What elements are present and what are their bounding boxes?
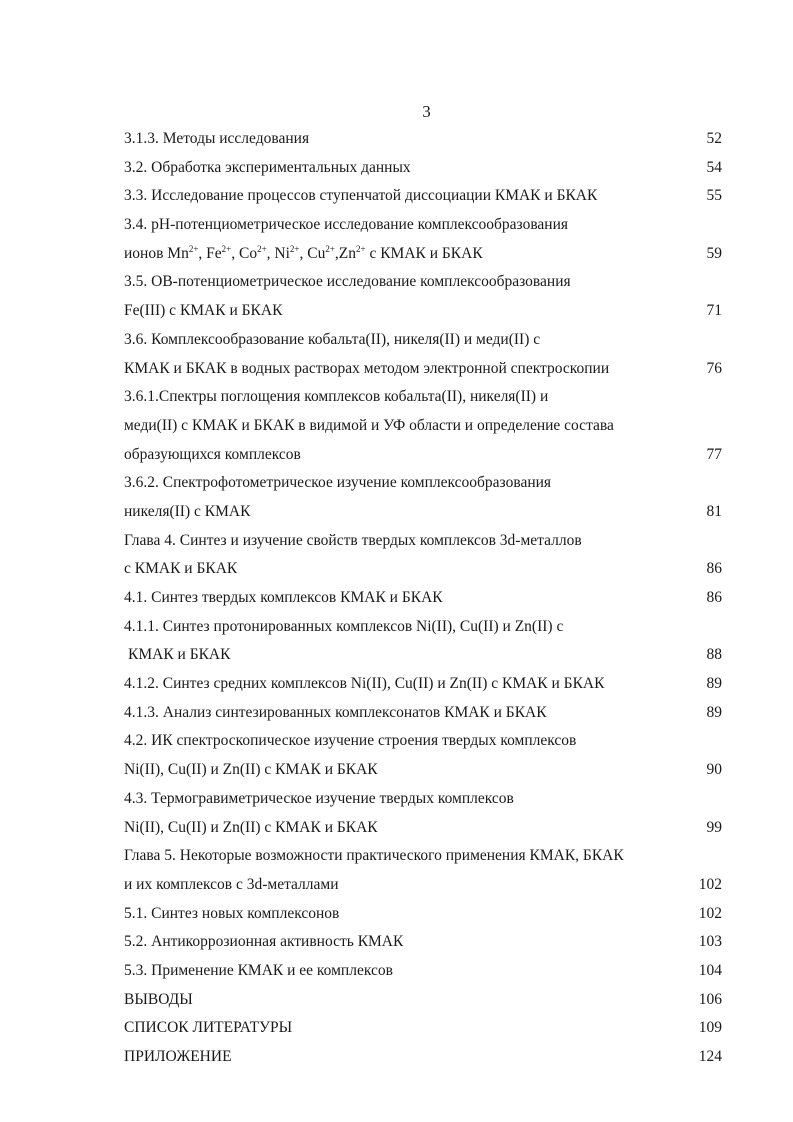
toc-entry-line — [0, 785, 793, 814]
toc-entry-line — [0, 297, 793, 326]
ion-charge: 2+ — [257, 243, 267, 254]
toc-entry — [0, 125, 793, 154]
toc-entry — [0, 699, 793, 728]
toc-entry-title: никеля(II) с КМАК — [124, 502, 251, 520]
ion-charge: 2+ — [325, 243, 335, 254]
ion-text: с КМАК и БКАК — [365, 244, 483, 262]
toc-entry-title: КМАК и БКАК в водных растворах методом электронной спектроскопии — [124, 359, 610, 377]
ion-charge: 2+ — [356, 243, 366, 254]
toc-entry-page: 55 — [706, 187, 722, 205]
toc-entry-page: 89 — [706, 675, 722, 693]
toc-entry-title: Ni(II), Cu(II) и Zn(II) с КМАК и БКАК — [124, 818, 378, 836]
toc-entry-page: 86 — [706, 560, 722, 578]
toc-entry-page: 71 — [706, 302, 722, 320]
toc-entry-page: 54 — [706, 158, 722, 176]
toc-entry-title: 4.2. ИК спектроскопическое изучение строения твердых комплексов — [124, 732, 577, 750]
toc-entry — [0, 670, 793, 699]
ion-charge: 2+ — [289, 243, 300, 254]
toc-entry-title: с КМАК и БКАК — [124, 560, 238, 578]
ion-text: , Fe — [198, 244, 222, 262]
toc-entry-title: 5.2. Антикоррозионная активность КМАК — [124, 933, 404, 951]
ion-text: , Ni — [266, 244, 290, 262]
toc-entry-title: и их комплексов с 3d-металлами — [124, 875, 339, 893]
toc-entry-title: 3.1.3. Методы исследования — [124, 130, 310, 147]
toc-entry-title: 5.3. Применение КМАК и ее комплексов — [124, 961, 393, 979]
toc-entry — [0, 1043, 793, 1072]
toc-entry-line — [0, 756, 793, 785]
toc-entry-title: 3.6. Комплексообразование кобальта(II), никеля(II) и меди(II) с — [124, 330, 541, 348]
toc-entry-line — [0, 842, 793, 871]
toc-entry-title: ВЫВОДЫ — [124, 990, 193, 1008]
toc-entry-line — [0, 240, 793, 269]
toc-entry-line — [0, 268, 793, 297]
toc-entry-page: 81 — [706, 502, 722, 520]
toc-entry — [0, 1014, 793, 1043]
toc-entry-line — [0, 727, 793, 756]
ion-charge: 2+ — [221, 243, 232, 254]
toc-entry-page: 52 — [706, 130, 722, 147]
toc-entry-title: 4.1.3. Анализ синтезированных комплексонатов КМАК и БКАК — [124, 703, 547, 721]
toc-entry — [0, 986, 793, 1015]
toc-entry-title: ПРИЛОЖЕНИЕ — [124, 1048, 232, 1065]
ion-text: ионов Mn — [124, 244, 189, 262]
toc-entry-page: 109 — [698, 1019, 722, 1037]
toc-entry-line — [0, 469, 793, 498]
toc-entry-title: Fe(III) с КМАК и БКАК — [124, 302, 283, 320]
toc-entry — [0, 182, 793, 211]
page-number: 3 — [422, 102, 431, 121]
toc-entry-title: 3.6.1.Спектры поглощения комплексов кобальта(II), никеля(II) и — [124, 388, 549, 406]
toc-entry-line — [0, 814, 793, 843]
toc-entry — [0, 928, 793, 957]
toc-entry-line — [0, 871, 793, 900]
toc-entry-page: 88 — [706, 646, 722, 664]
toc-entry-page: 102 — [698, 904, 722, 922]
toc-entry-page: 76 — [706, 359, 722, 377]
ion-text: ,Zn — [334, 244, 356, 262]
toc-entry-line — [0, 527, 793, 556]
table-of-contents — [0, 125, 793, 1072]
toc-entry-page: 59 — [706, 244, 722, 262]
toc-entry — [0, 584, 793, 613]
ion-text: , Co — [231, 244, 258, 262]
toc-entry-line — [0, 498, 793, 527]
toc-entry-line — [0, 441, 793, 470]
toc-entry-line — [0, 326, 793, 355]
toc-entry-line — [0, 555, 793, 584]
toc-entry-title: 3.6.2. Спектрофотометрическое изучение комплексообразования — [124, 474, 552, 492]
toc-entry — [0, 957, 793, 986]
toc-entry-title: 3.4. рН-потенциометрическое исследование комплексообразования — [124, 216, 569, 234]
toc-entry-title: меди(II) с КМАК и БКАК в видимой и УФ области и определение состава — [124, 416, 614, 434]
toc-entry-title: 3.5. ОВ-потенциометрическое исследование комплексообразования — [124, 273, 571, 291]
toc-entry-title: Ni(II), Cu(II) и Zn(II) с КМАК и БКАК — [124, 761, 378, 779]
toc-entry-line — [0, 412, 793, 441]
toc-entry-page: 102 — [698, 875, 722, 893]
toc-entry-title: 4.1.2. Синтез средних комплексов Ni(II), Cu(II) и Zn(II) с КМАК и БКАК — [124, 675, 605, 693]
toc-entry-title: КМАК и БКАК — [128, 646, 231, 664]
toc-entry-line — [0, 383, 793, 412]
toc-entry-title: 4.3. Термогравиметрическое изучение твердых комплексов — [124, 789, 514, 807]
toc-entry-line — [0, 355, 793, 384]
toc-entry-title: 4.1. Синтез твердых комплексов КМАК и БКАК — [124, 589, 443, 606]
toc-entry-title: Глава 4. Синтез и изучение свойств твердых комплексов 3d-металлов — [124, 531, 582, 549]
toc-entry-page: 103 — [698, 933, 722, 951]
toc-entry — [0, 154, 793, 183]
toc-entry-title: Глава 5. Некоторые возможности практического применения КМАК, БКАК — [124, 847, 624, 865]
toc-entry-page: 77 — [706, 445, 722, 463]
toc-entry-title: 5.1. Синтез новых комплексонов — [124, 904, 340, 922]
toc-entry-page: 104 — [698, 961, 722, 979]
toc-entry-title: СПИСОК ЛИТЕРАТУРЫ — [124, 1019, 293, 1037]
toc-entry — [0, 900, 793, 929]
ion-charge: 2+ — [188, 243, 199, 254]
toc-entry-line — [0, 641, 793, 670]
toc-entry-title: 4.1.1. Синтез протонированных комплексов Ni(II), Cu(II) и Zn(II) с — [124, 617, 564, 635]
toc-entry-page: 106 — [698, 990, 722, 1008]
toc-entry-title: 3.3. Исследование процессов ступенчатой диссоциации КМАК и БКАК — [124, 187, 598, 205]
toc-entry-title: 3.2. Обработка экспериментальных данных — [124, 158, 411, 176]
ion-text: , Cu — [299, 244, 326, 262]
toc-entry-line — [0, 211, 793, 240]
toc-entry-page: 86 — [706, 589, 722, 606]
toc-entry-page: 89 — [706, 703, 722, 721]
toc-entry-page: 99 — [706, 818, 722, 836]
toc-entry-title-ions — [124, 240, 483, 269]
toc-entry-title: образующихся комплексов — [124, 445, 301, 463]
toc-entry-page: 90 — [706, 761, 722, 779]
toc-entry-line — [0, 613, 793, 642]
toc-entry-page: 124 — [698, 1048, 722, 1065]
